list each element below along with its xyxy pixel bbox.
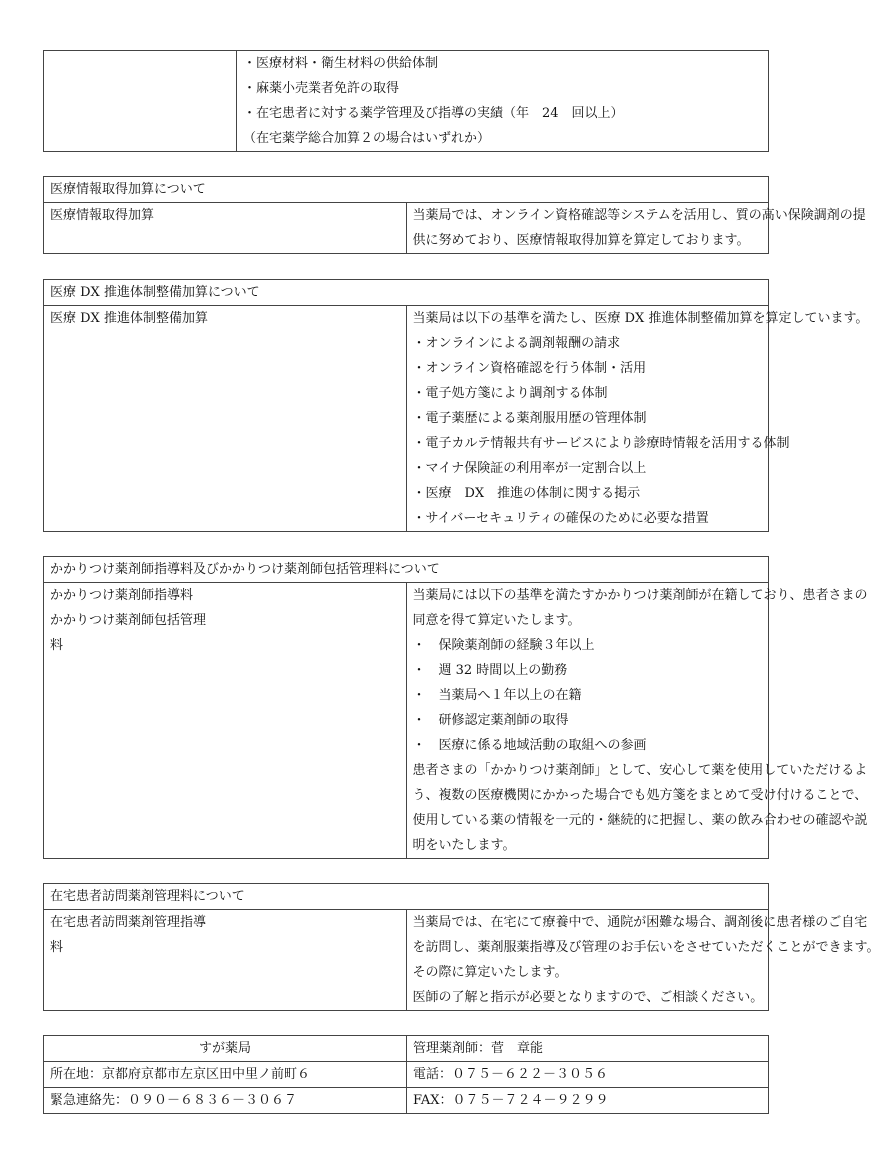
family-pharmacist-table <box>43 556 868 859</box>
criteria-item: ・在宅患者に対する薬学管理及び指導の実績（年 24 回以上） <box>243 106 624 121</box>
family-pharmacist-header: かかりつけ薬剤師指導料及びかかりつけ薬剤師包括管理料について <box>44 557 769 583</box>
criteria-note: （在宅薬学総合加算２の場合はいずれか） <box>243 131 491 146</box>
closing-line: う、複数の医療機関にかかった場合でも処方箋をまとめて受け付けることで、 <box>412 788 868 803</box>
label-line: 料 <box>50 940 64 955</box>
dx-item: ・オンラインによる調剤報酬の請求 <box>412 336 621 351</box>
requirement-item: ・ 保険薬剤師の経験３年以上 <box>412 638 595 653</box>
empty-label-cell <box>44 51 237 152</box>
requirement-item: ・ 当薬局へ１年以上の在籍 <box>412 688 582 703</box>
description-line: その際に算定いたします。 <box>412 965 568 980</box>
family-pharmacist-description <box>406 583 868 859</box>
intro-line: 同意を得て算定いたします。 <box>412 613 581 628</box>
medical-info-label: 医療情報取得加算 <box>44 203 407 254</box>
dx-item: ・電子カルテ情報共有サービスにより診療時情報を活用する体制 <box>412 436 790 451</box>
label-line: 料 <box>50 638 64 653</box>
label-line: 在宅患者訪問薬剤管理指導 <box>50 915 207 930</box>
phone-number: 電話：０７５－６２２－３０５６ <box>407 1062 769 1088</box>
criteria-item: ・麻薬小売業者免許の取得 <box>243 81 400 96</box>
home-visit-table <box>43 883 879 1011</box>
medical-info-header: 医療情報取得加算について <box>44 177 769 203</box>
dx-table <box>43 279 869 532</box>
medical-info-description <box>406 203 866 254</box>
label-line: かかりつけ薬剤師指導料 <box>50 588 194 603</box>
dx-header: 医療 DX 推進体制整備加算について <box>44 280 769 306</box>
dx-item: ・医療 DX 推進の体制に関する掲示 <box>412 486 641 501</box>
closing-line: 明をいたします。 <box>412 838 516 853</box>
pharmacy-name: すが薬局 <box>44 1036 407 1062</box>
pharmacy-criteria-table <box>43 50 769 152</box>
medical-info-table <box>43 176 866 254</box>
criteria-list <box>237 51 769 152</box>
dx-item: ・電子処方箋により調剤する体制 <box>412 386 608 401</box>
dx-item: ・電子薬歴による薬剤服用歴の管理体制 <box>412 411 647 426</box>
contact-table <box>43 1035 769 1114</box>
address: 所在地：京都府京都市左京区田中里ノ前町６ <box>44 1062 407 1088</box>
closing-line: 患者さまの「かかりつけ薬剤師」として、安心して薬を使用していただけるよ <box>412 763 868 778</box>
description-line: 医師の了解と指示が必要となりますので、ご相談ください。 <box>412 990 764 1005</box>
family-pharmacist-label <box>44 583 407 859</box>
home-visit-label <box>44 910 407 1011</box>
requirement-item: ・ 医療に係る地域活動の取組への参画 <box>412 738 647 753</box>
home-visit-header: 在宅患者訪問薬剤管理料について <box>44 884 769 910</box>
requirement-item: ・ 週 32 時間以上の勤務 <box>412 663 568 678</box>
description-line: 供に努めており、医療情報取得加算を算定しております。 <box>412 233 750 248</box>
requirement-item: ・ 研修認定薬剤師の取得 <box>412 713 569 728</box>
dx-label: 医療 DX 推進体制整備加算 <box>44 306 407 532</box>
emergency-contact: 緊急連絡先：０９０－６８３６－３０６７ <box>44 1088 407 1114</box>
dx-intro: 当薬局は以下の基準を満たし、医療 DX 推進体制整備加算を算定しています。 <box>412 311 869 326</box>
description-line: を訪問し、薬剤服薬指導及び管理のお手伝いをさせていただくことができます。 <box>412 940 879 955</box>
dx-description <box>406 306 869 532</box>
description-line: 当薬局では、オンライン資格確認等システムを活用し、質の高い保険調剤の提 <box>412 208 866 223</box>
criteria-item: ・医療材料・衛生材料の供給体制 <box>243 56 439 71</box>
label-line: かかりつけ薬剤師包括管理 <box>50 613 207 628</box>
intro-line: 当薬局には以下の基準を満たすかかりつけ薬剤師が在籍しており、患者さまの <box>412 588 868 603</box>
dx-item: ・サイバーセキュリティの確保のために必要な措置 <box>412 511 709 526</box>
closing-line: 使用している薬の情報を一元的・継続的に把握し、薬の飲み合わせの確認や説 <box>412 813 868 828</box>
home-visit-description <box>406 910 879 1011</box>
manager-pharmacist: 管理薬剤師：菅 章能 <box>407 1036 769 1062</box>
dx-item: ・オンライン資格確認を行う体制・活用 <box>412 361 647 376</box>
description-line: 当薬局では、在宅にて療養中で、通院が困難な場合、調剤後に患者様のご自宅 <box>412 915 868 930</box>
dx-item: ・マイナ保険証の利用率が一定割合以上 <box>412 461 647 476</box>
fax-number: FAX：０７５－７２４－９２９９ <box>407 1088 769 1114</box>
